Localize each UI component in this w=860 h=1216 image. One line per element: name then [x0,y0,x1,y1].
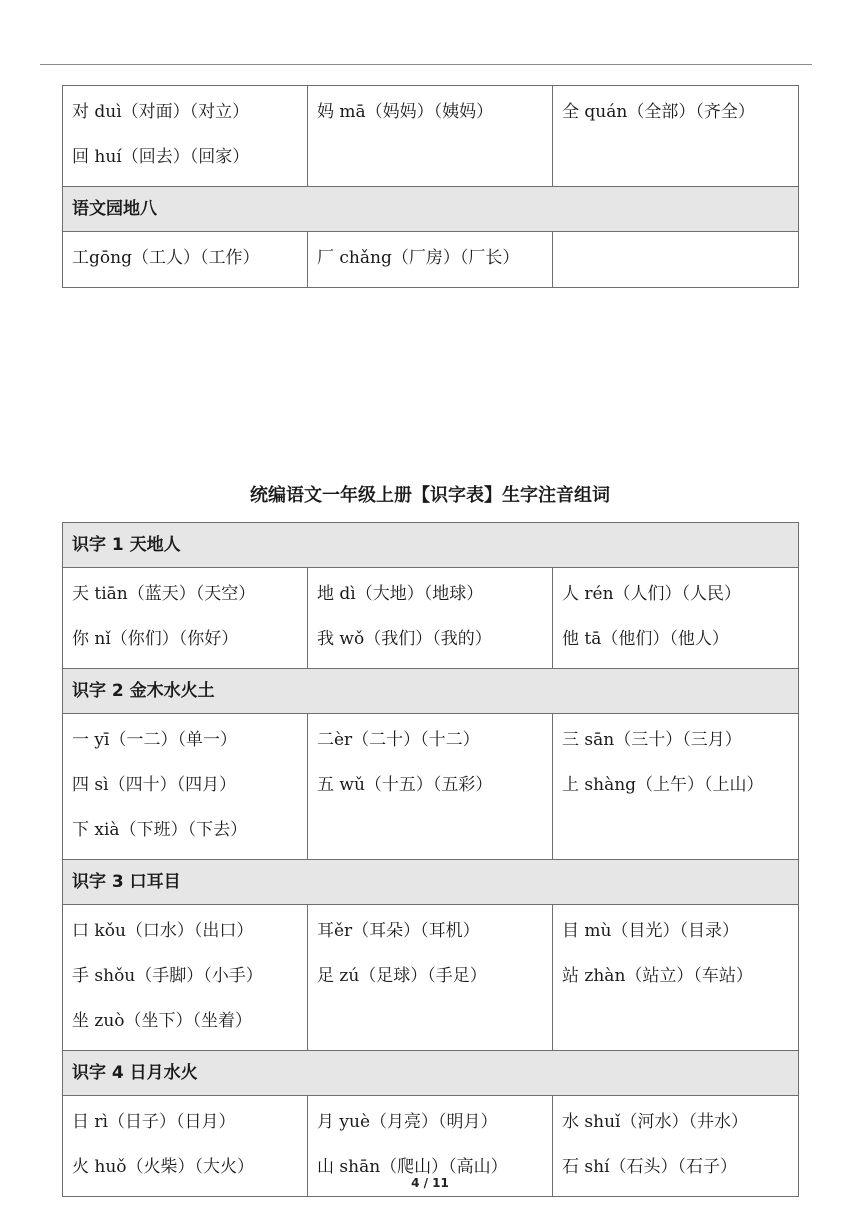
section-heading: 识字 2 金木水火土 [63,669,799,714]
word-entry: 一 yī（一二）（单一） [72,730,237,750]
section-row [63,187,799,232]
word-entry: 人 rén（人们）（人民） [562,584,742,604]
word-entry: 厂 chǎng（厂房）（厂长） [317,248,520,268]
table-cell [553,905,799,1051]
word-entry: 天 tiān（蓝天）（天空） [72,584,256,604]
word-entry: 目 mù（目光）（目录） [562,921,739,941]
header-rule [40,64,812,65]
section-heading: 识字 3 口耳目 [63,860,799,905]
table-cell [308,568,553,669]
table-cell [553,232,799,288]
table-row [63,568,799,669]
table-cell [308,714,553,860]
word-entry: 手 shǒu（手脚）（小手） [72,966,263,986]
table-cell [553,714,799,860]
section-heading: 识字 1 天地人 [63,523,799,568]
vocab-table-continued [62,85,799,288]
section-row [63,669,799,714]
word-entry: 回 huí（回去）（回家） [72,147,250,167]
word-entry: 他 tā（他们）（他人） [562,629,729,649]
table-cell [63,714,308,860]
word-entry: 足 zú（足球）（手足） [317,966,487,986]
word-entry: 石 shí（石头）（石子） [562,1157,738,1177]
word-entry: 四 sì（四十）（四月） [72,775,237,795]
section-row [63,860,799,905]
word-entry: 站 zhàn（站立）（车站） [562,966,753,986]
word-entry: 日 rì（日子）（日月） [72,1112,236,1132]
word-entry: 对 duì（对面）（对立） [72,102,250,122]
section-heading: 识字 4 日月水火 [63,1051,799,1096]
page-number: 4 / 11 [411,1176,449,1190]
page-title: 统编语文一年级上册【识字表】生字注音组词 [250,485,610,506]
table-cell [308,86,553,187]
word-entry: 下 xià（下班）（下去） [72,820,248,840]
table-row [63,232,799,288]
word-entry: 五 wǔ（十五）（五彩） [317,775,493,795]
table-cell [553,86,799,187]
table-cell [553,568,799,669]
word-entry: 耳ěr（耳朵）（耳机） [317,921,480,941]
word-entry: 月 yuè（月亮）（明月） [317,1112,498,1132]
word-entry: 你 nǐ（你们）（你好） [72,629,239,649]
table-row [63,86,799,187]
word-entry: 妈 mā（妈妈）（姨妈） [317,102,494,122]
word-entry: 工gōng（工人）（工作） [72,248,260,268]
word-entry: 坐 zuò（坐下）（坐着） [72,1011,253,1031]
table-cell [63,232,308,288]
table-row [63,714,799,860]
section-row [63,1051,799,1096]
word-entry: 三 sān（三十）（三月） [562,730,742,750]
table-cell [308,232,553,288]
table-cell [63,86,308,187]
word-entry: 口 kǒu（口水）（出口） [72,921,254,941]
word-entry: 地 dì（大地）（地球） [317,584,484,604]
word-entry: 上 shàng（上午）（上山） [562,775,764,795]
table-cell [63,905,308,1051]
section-heading: 语文园地八 [63,187,799,232]
word-entry: 全 quán（全部）（齐全） [562,102,755,122]
word-entry: 山 shān（爬山）（高山） [317,1157,508,1177]
word-entry: 我 wǒ（我们）（我的） [317,629,492,649]
section-row [63,523,799,568]
word-entry: 二èr（二十）（十二） [317,730,480,750]
word-entry: 水 shuǐ（河水）（井水） [562,1112,748,1132]
vocab-table-shizi [62,522,799,1197]
table-row [63,905,799,1051]
table-cell [308,905,553,1051]
word-entry: 火 huǒ（火柴）（大火） [72,1157,255,1177]
table-cell [63,568,308,669]
